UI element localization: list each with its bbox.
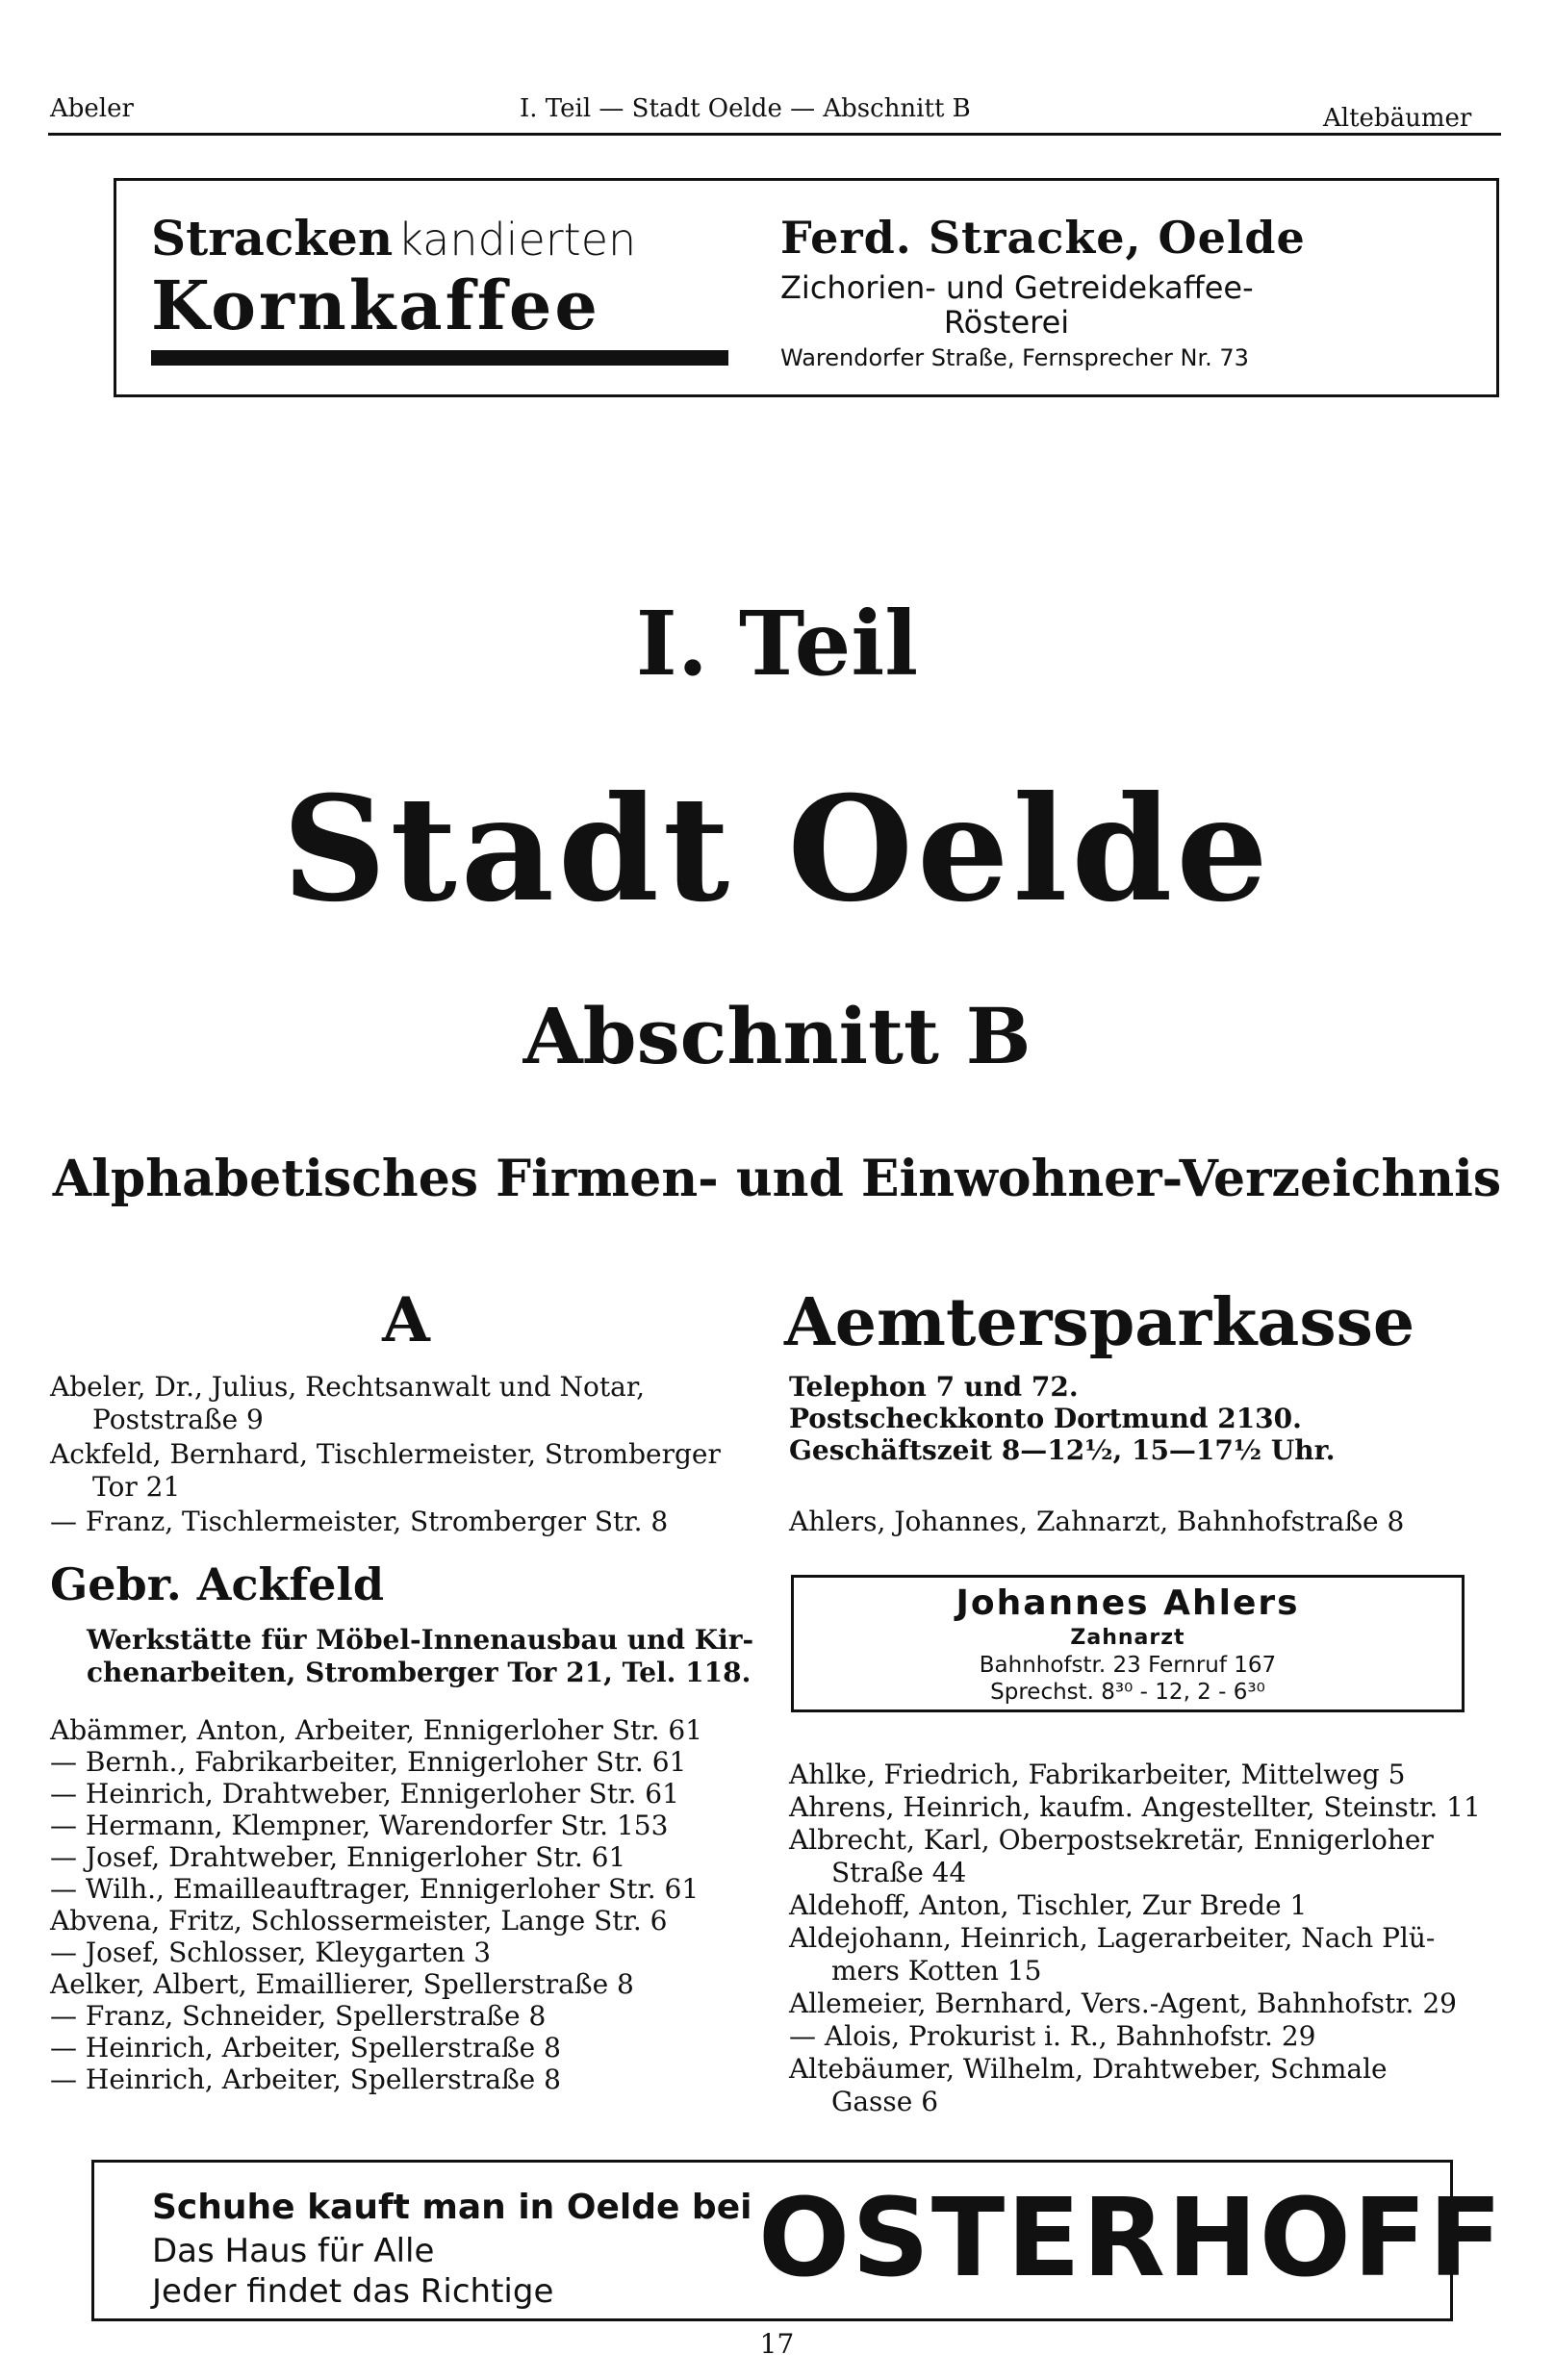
list-item: Ahlers, Johannes, Zahnarzt, Bahnhofstraße 8 [789, 1506, 1405, 1537]
ad-stracke-brand-bold: Stracken [151, 210, 394, 266]
list-item: — Alois, Prokurist i. R., Bahnhofstr. 29 [789, 2020, 1316, 2052]
ad-stracke [114, 178, 1499, 397]
list-item: Albrecht, Karl, Oberpostsekretär, Ennigerloher Straße 44 [789, 1824, 1434, 1888]
list-item: — Franz, Tischlermeister, Stromberger Str. 8 [50, 1506, 669, 1537]
ad-ahlers-name: Johannes Ahlers [955, 1583, 1300, 1623]
letter-heading: A [382, 1284, 430, 1356]
city-title: Stadt Oelde [282, 765, 1272, 934]
ad-ahlers-hours: Sprechst. 8³⁰ - 12, 2 - 6³⁰ [990, 1680, 1265, 1705]
entries-list-left [50, 1714, 702, 2095]
ad-ackfeld-name: Gebr. Ackfeld [50, 1558, 385, 1610]
list-item: Ackfeld, Bernhard, Tischlermeister, Stromberger Tor 21 [50, 1438, 721, 1503]
list-item: — Hermann, Klempner, Warendorfer Str. 153 [50, 1810, 669, 1841]
list-item: Abvena, Fritz, Schlossermeister, Lange Str. 6 [50, 1905, 668, 1937]
list-item: Abeler, Dr., Julius, Rechtsanwalt und Notar, Poststraße 9 [50, 1371, 646, 1435]
ad-stracke-desc1: Zichorien- und Getreidekaffee- [780, 269, 1254, 306]
sparkasse-title: Aemtersparkasse [784, 1284, 1415, 1361]
ad-stracke-desc2: Rösterei [943, 304, 1070, 341]
list-item: Aelker, Albert, Emaillierer, Spellerstraße 8 [50, 1968, 634, 2000]
list-item: — Heinrich, Arbeiter, Spellerstraße 8 [50, 2032, 561, 2064]
ad-stracke-brand-light: kandierten [397, 214, 637, 266]
list-item: Ahlke, Friedrich, Fabrikarbeiter, Mittelweg 5 [789, 1759, 1406, 1790]
list-item: — Bernh., Fabrikarbeiter, Ennigerloher Str. 61 [50, 1746, 687, 1778]
ad-stracke-kornkaffee: Kornkaffee [151, 266, 600, 345]
list-item: Ahrens, Heinrich, kaufm. Angestellter, Steinstr. 11 [789, 1791, 1481, 1823]
section-title: Abschnitt B [522, 991, 1032, 1081]
ad-stracke-company: Ferd. Stracke, Oelde [780, 212, 1306, 264]
list-item: Altebäumer, Wilhelm, Drahtweber, Schmale Gasse 6 [789, 2053, 1388, 2117]
sparkasse-info: Telephon 7 und 72. Postscheckkonto Dortmund 2130. Geschäftszeit 8—12½, 15—17½ Uhr. [789, 1371, 1336, 1466]
list-item: Allemeier, Bernhard, Vers.-Agent, Bahnhofstr. 29 [789, 1988, 1457, 2019]
ad-ahlers [791, 1575, 1465, 1712]
ad-ahlers-address: Bahnhofstr. 23 Fernruf 167 [979, 1653, 1277, 1678]
list-item: — Heinrich, Drahtweber, Ennigerloher Str. 61 [50, 1778, 679, 1810]
list-item: Aldehoff, Anton, Tischler, Zur Brede 1 [789, 1889, 1308, 1921]
header-center: I. Teil — Stadt Oelde — Abschnitt B [520, 94, 971, 123]
ad-osterhoff-line1: Schuhe kauft man in Oelde bei [152, 2188, 752, 2227]
ad-stracke-bar [151, 350, 728, 366]
list-item: Abämmer, Anton, Arbeiter, Ennigerloher Str. 61 [50, 1714, 703, 1746]
list-item: — Josef, Schlosser, Kleygarten 3 [50, 1937, 492, 1968]
part-title: I. Teil [635, 592, 919, 696]
header-left: Abeler [50, 94, 134, 123]
ad-osterhoff-brand: OSTERHOFF [758, 2176, 1504, 2301]
header-rule [48, 133, 1501, 136]
ad-osterhoff-line3: Jeder findet das Richtige [152, 2272, 554, 2311]
list-item: — Heinrich, Arbeiter, Spellerstraße 8 [50, 2064, 561, 2095]
list-item: Aldejohann, Heinrich, Lagerarbeiter, Nach Plü- mers Kotten 15 [789, 1922, 1436, 1987]
ad-osterhoff [91, 2160, 1504, 2321]
directory-subtitle: Alphabetisches Firmen- und Einwohner-Verzeichnis [52, 1150, 1502, 1208]
ad-stracke-address: Warendorfer Straße, Fernsprecher Nr. 73 [780, 344, 1249, 371]
ad-osterhoff-line2: Das Haus für Alle [152, 2232, 435, 2270]
page-number: 17 [759, 2328, 795, 2360]
list-item: — Josef, Drahtweber, Ennigerloher Str. 61 [50, 1841, 626, 1873]
ad-ackfeld-text: Werkstätte für Möbel-Innenausbau und Kir- chenarbeiten, Stromberger Tor 21, Tel. 118. [87, 1624, 754, 1688]
list-item: — Franz, Schneider, Spellerstraße 8 [50, 2000, 547, 2032]
ad-ahlers-title: Zahnarzt [1070, 1626, 1185, 1650]
list-item: — Wilh., Emailleauftrager, Ennigerloher Str. 61 [50, 1873, 700, 1905]
header-right: Altebäumer [1323, 104, 1472, 133]
